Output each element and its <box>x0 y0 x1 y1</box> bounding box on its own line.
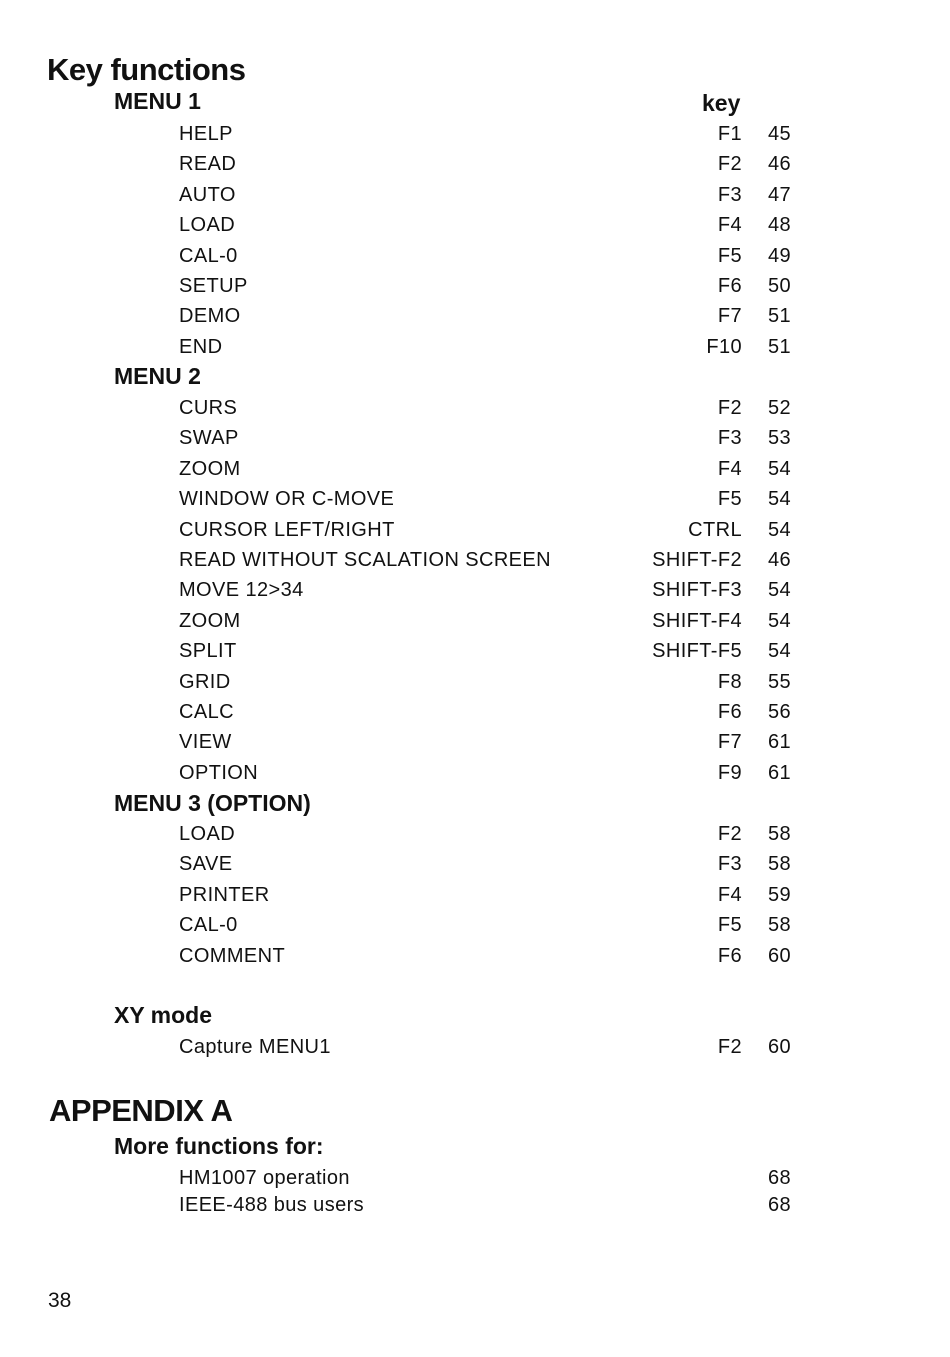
list-item <box>0 731 950 759</box>
function-key: F6 <box>717 701 742 723</box>
menu2-heading: MENU 2 <box>114 363 201 389</box>
page-reference: 54 <box>768 609 792 632</box>
page-reference: 54 <box>768 488 792 511</box>
list-item <box>0 458 950 486</box>
function-name: CURS <box>179 397 238 419</box>
function-name: ZOOM <box>179 609 241 632</box>
list-item <box>0 579 950 607</box>
function-key: F6 <box>717 944 742 967</box>
function-key: F6 <box>717 275 742 297</box>
list-item <box>0 640 950 668</box>
list-item <box>0 214 950 242</box>
function-key: F2 <box>717 823 742 845</box>
function-name: SPLIT <box>179 640 237 663</box>
function-name: END <box>179 335 223 358</box>
list-item <box>0 671 950 699</box>
page-reference: 54 <box>768 518 792 541</box>
page-number: 38 <box>48 1289 72 1312</box>
function-name: MOVE 12>34 <box>179 579 304 602</box>
list-item <box>0 610 950 638</box>
page-reference: 55 <box>768 670 792 693</box>
page-reference: 60 <box>768 1036 792 1058</box>
list-item <box>0 153 950 181</box>
list-item <box>0 1036 950 1064</box>
page-reference: 59 <box>768 883 792 906</box>
function-key: F3 <box>717 183 742 206</box>
function-key: F4 <box>717 214 742 237</box>
list-item <box>0 336 950 364</box>
page-reference: 52 <box>768 397 792 419</box>
key-column-header: key <box>702 90 741 116</box>
function-name: CAL-0 <box>179 244 238 267</box>
page-reference: 61 <box>768 761 792 784</box>
function-key: F2 <box>717 153 742 176</box>
function-name: WINDOW OR C-MOVE <box>179 488 395 511</box>
page-reference: 48 <box>768 214 792 237</box>
function-name: READ WITHOUT SCALATION SCREEN <box>179 549 552 571</box>
list-item <box>0 1194 950 1222</box>
list-item <box>0 823 950 851</box>
function-key: F10 <box>706 335 742 358</box>
page-reference: 58 <box>768 823 792 845</box>
function-key: F3 <box>717 427 742 450</box>
menu1-heading: MENU 1 <box>114 88 201 114</box>
page-reference: 54 <box>768 579 792 602</box>
function-key: F4 <box>717 883 742 906</box>
list-item <box>0 488 950 516</box>
page-reference: 54 <box>768 457 792 480</box>
function-key: F7 <box>717 305 742 328</box>
function-name: CAL-0 <box>179 914 238 937</box>
function-name: LOAD <box>179 823 236 845</box>
function-name: OPTION <box>179 761 259 784</box>
page-reference: 49 <box>768 244 792 267</box>
function-name: SAVE <box>179 853 233 876</box>
xy-mode-heading: XY mode <box>114 1002 212 1028</box>
function-key: SHIFT-F4 <box>652 609 742 632</box>
page-reference: 54 <box>768 640 792 663</box>
function-name: ZOOM <box>179 457 241 480</box>
function-key: F5 <box>717 914 742 937</box>
page-reference: 68 <box>768 1194 792 1216</box>
function-name: HELP <box>179 123 233 145</box>
list-item <box>0 945 950 973</box>
list-item <box>0 884 950 912</box>
function-name: HM1007 operation <box>179 1167 350 1189</box>
function-key: F9 <box>717 761 742 784</box>
function-key: SHIFT-F5 <box>652 640 742 663</box>
function-name: CURSOR LEFT/RIGHT <box>179 518 395 541</box>
list-item <box>0 914 950 942</box>
function-key: F2 <box>717 397 742 419</box>
function-key: F5 <box>717 244 742 267</box>
list-item <box>0 549 950 577</box>
list-item <box>0 762 950 790</box>
function-name: SETUP <box>179 275 248 297</box>
page-reference: 58 <box>768 914 792 937</box>
page-reference: 53 <box>768 427 792 450</box>
list-item <box>0 184 950 212</box>
list-item <box>0 853 950 881</box>
page-reference: 51 <box>768 305 792 328</box>
menu3-heading: MENU 3 (OPTION) <box>114 790 311 816</box>
page-reference: 50 <box>768 275 792 297</box>
list-item <box>0 519 950 547</box>
function-key: SHIFT-F2 <box>652 549 742 571</box>
appendix-subheading: More functions for: <box>114 1133 324 1159</box>
function-key: CTRL <box>688 518 742 541</box>
function-name: Capture MENU1 <box>179 1036 331 1058</box>
page-title: Key functions <box>47 52 246 87</box>
list-item <box>0 123 950 151</box>
list-item <box>0 275 950 303</box>
function-key: F5 <box>717 488 742 511</box>
page-reference: 45 <box>768 123 792 145</box>
function-name: DEMO <box>179 305 241 328</box>
page-reference: 60 <box>768 944 792 967</box>
appendix-title: APPENDIX A <box>49 1093 233 1128</box>
function-key: F2 <box>717 1036 742 1058</box>
list-item <box>0 245 950 273</box>
page-reference: 46 <box>768 549 792 571</box>
page-reference: 51 <box>768 335 792 358</box>
function-name: PRINTER <box>179 883 270 906</box>
function-name: AUTO <box>179 183 236 206</box>
function-key: SHIFT-F3 <box>652 579 742 602</box>
function-name: GRID <box>179 670 231 693</box>
function-name: READ <box>179 153 237 176</box>
page-reference: 46 <box>768 153 792 176</box>
page-reference: 68 <box>768 1167 792 1189</box>
function-name: IEEE-488 bus users <box>179 1194 365 1216</box>
list-item <box>0 701 950 729</box>
list-item <box>0 397 950 425</box>
function-key: F7 <box>717 731 742 754</box>
function-key: F1 <box>717 123 742 145</box>
function-key: F3 <box>717 853 742 876</box>
function-name: LOAD <box>179 214 236 237</box>
function-name: CALC <box>179 701 234 723</box>
page-reference: 47 <box>768 183 792 206</box>
function-name: SWAP <box>179 427 239 450</box>
page-reference: 61 <box>768 731 792 754</box>
list-item <box>0 1167 950 1195</box>
page-reference: 56 <box>768 701 792 723</box>
list-item <box>0 427 950 455</box>
function-name: VIEW <box>179 731 232 754</box>
list-item <box>0 305 950 333</box>
function-key: F4 <box>717 457 742 480</box>
function-key: F8 <box>717 670 742 693</box>
page-reference: 58 <box>768 853 792 876</box>
function-name: COMMENT <box>179 944 286 967</box>
